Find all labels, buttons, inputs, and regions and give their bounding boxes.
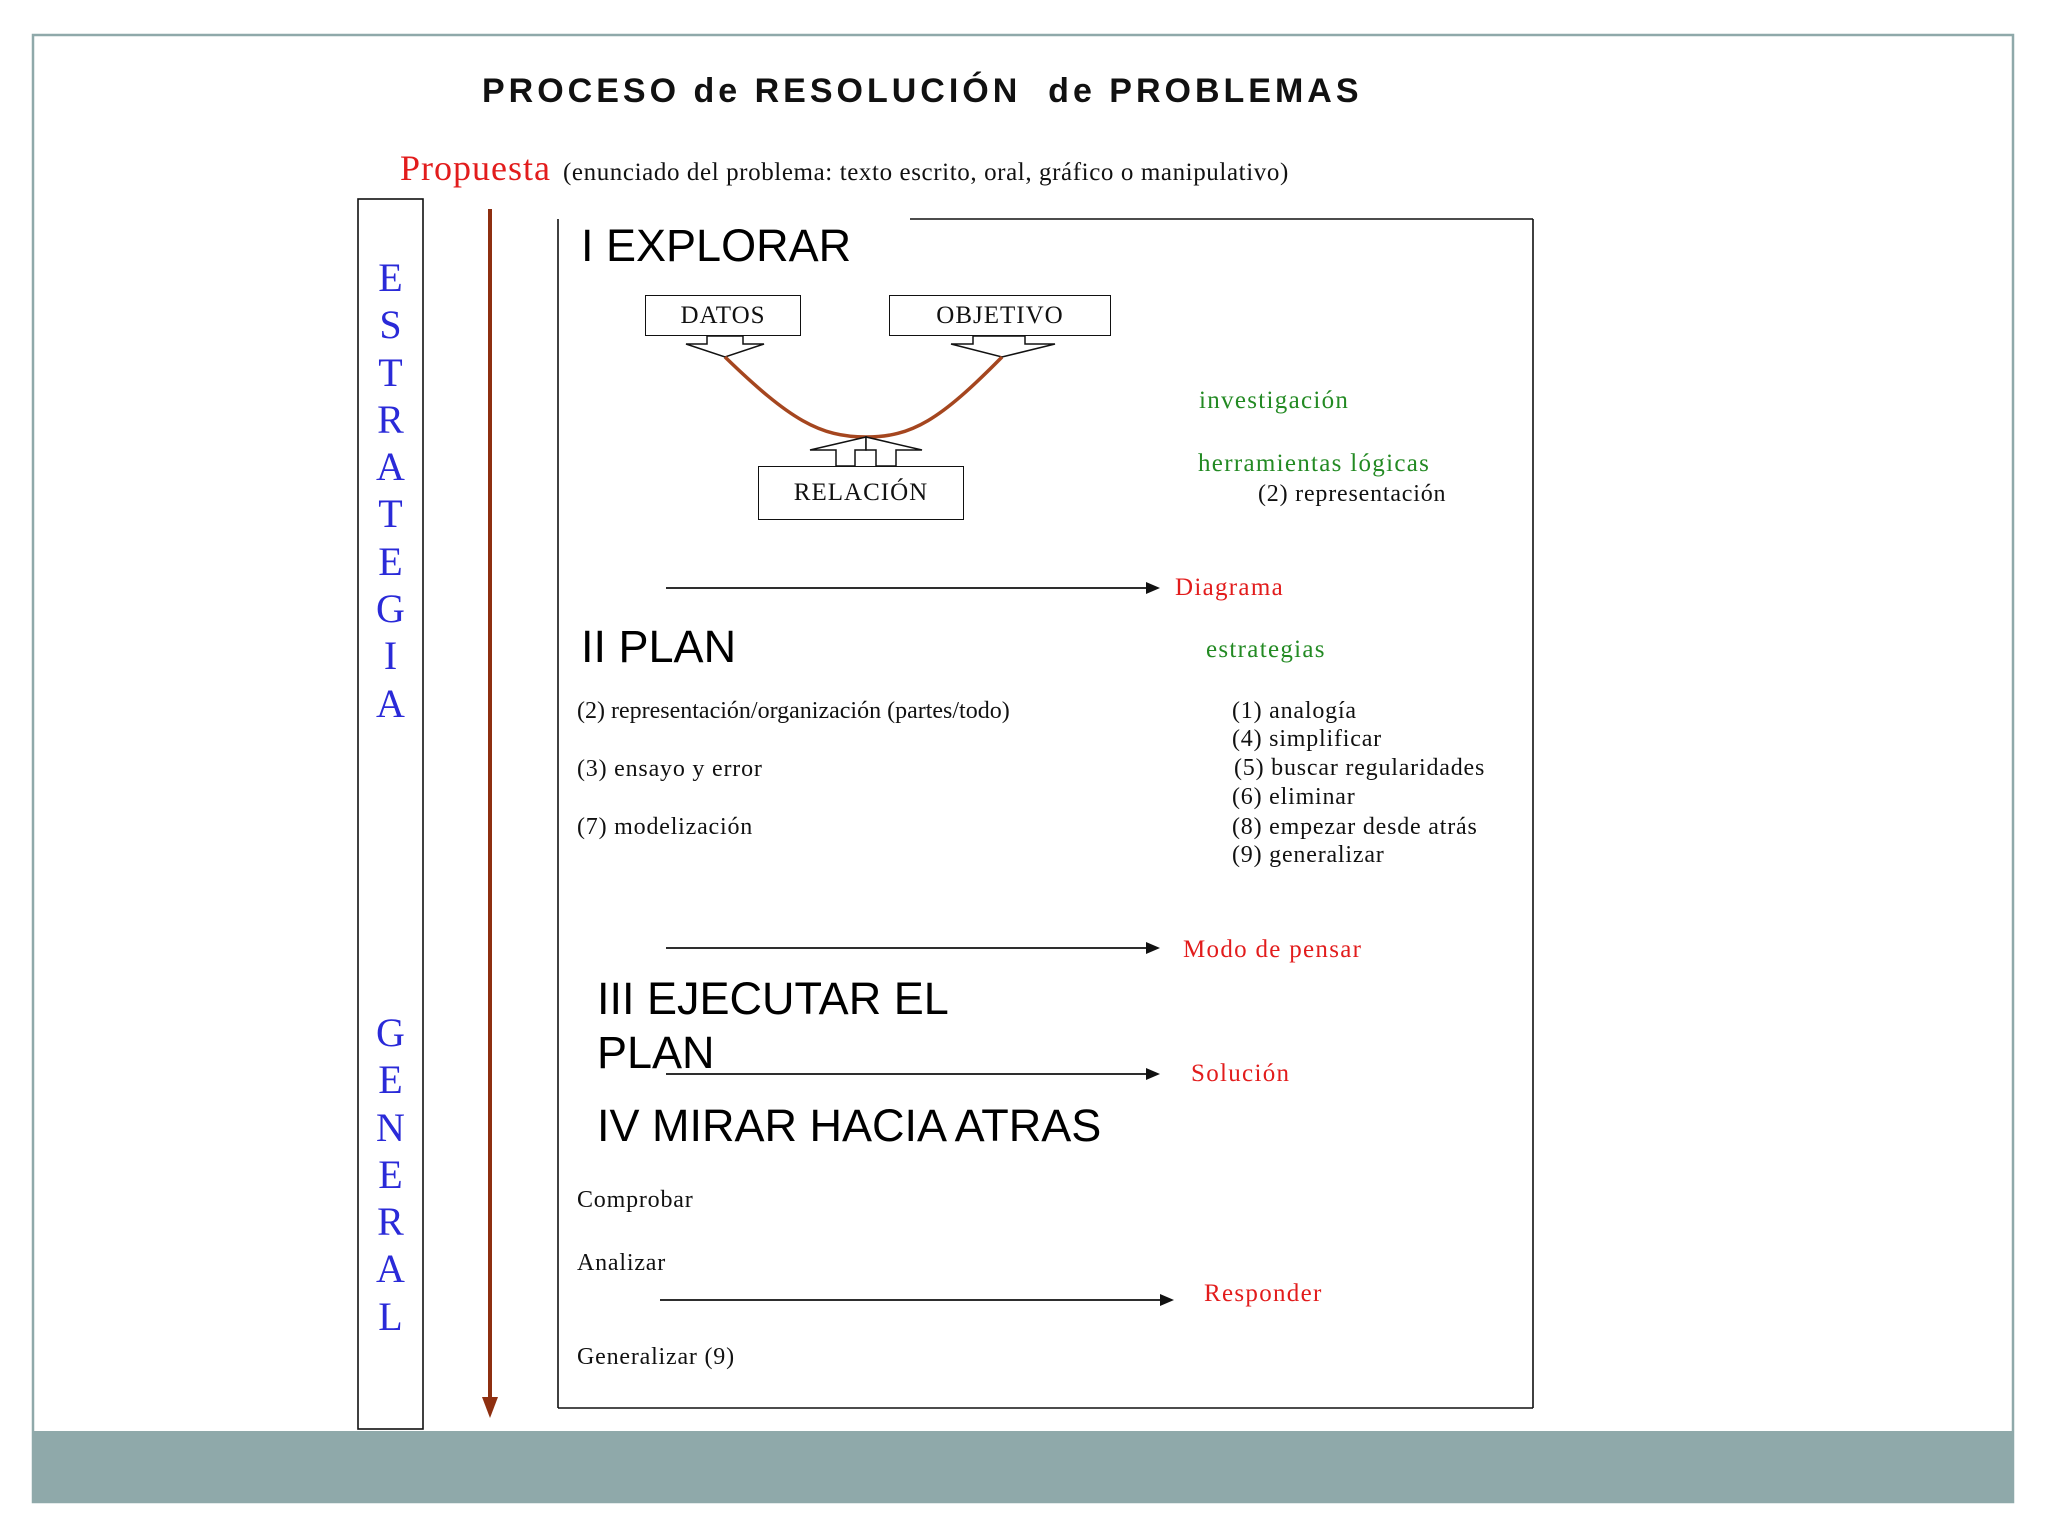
thinking-mode-arrow-head bbox=[1146, 942, 1160, 954]
respond-output: Responder bbox=[1204, 1280, 1323, 1307]
side-letter: R bbox=[377, 396, 404, 442]
relation-up-arrow-right bbox=[866, 437, 922, 466]
strategy-vertical-label bbox=[358, 254, 423, 727]
side-letter: T bbox=[378, 491, 403, 537]
data-box-label: DATOS bbox=[680, 301, 766, 329]
relation-box-label: RELACIÓN bbox=[793, 479, 929, 506]
relation-curve bbox=[725, 357, 1002, 437]
side-letter: T bbox=[378, 349, 403, 395]
side-letter: S bbox=[379, 302, 402, 348]
review-item: Comprobar bbox=[577, 1187, 694, 1213]
side-letter: A bbox=[376, 680, 405, 726]
diagram-output: Diagrama bbox=[1175, 574, 1284, 601]
review-heading: IV MIRAR HACIA ATRAS bbox=[597, 1100, 1102, 1151]
side-letter: N bbox=[376, 1104, 405, 1150]
side-letter: R bbox=[377, 1199, 404, 1245]
plan-heading: II PLAN bbox=[581, 621, 737, 672]
plan-left-item: (7) modelización bbox=[577, 814, 754, 840]
diagram-arrow-head bbox=[1146, 582, 1160, 594]
investigation-note: investigación bbox=[1199, 387, 1350, 414]
side-letter: E bbox=[378, 1057, 403, 1103]
strategy-item: (1) analogía bbox=[1232, 698, 1357, 724]
review-item: Analizar bbox=[577, 1250, 667, 1276]
logic-tools-note: herramientas lógicas bbox=[1198, 450, 1431, 477]
plan-left-item: (2) representación/organización (partes/todo) bbox=[577, 698, 1010, 724]
strategy-item: (9) generalizar bbox=[1232, 842, 1385, 868]
goal-box-label: OBJETIVO bbox=[936, 301, 1064, 329]
plan-left-item: (3) ensayo y error bbox=[577, 756, 763, 782]
representation-note: (2) representación bbox=[1258, 481, 1447, 507]
proposal-description: (enunciado del problema: texto escrito, oral, gráfico o manipulativo) bbox=[562, 159, 1289, 186]
data-down-arrow bbox=[686, 336, 764, 357]
side-letter: L bbox=[378, 1293, 403, 1339]
side-letter: E bbox=[378, 1151, 403, 1197]
relation-box bbox=[758, 466, 964, 520]
goal-down-arrow bbox=[951, 336, 1055, 357]
side-letter: I bbox=[383, 633, 398, 679]
proposal-line bbox=[400, 146, 1289, 198]
review-item: Generalizar (9) bbox=[577, 1344, 735, 1370]
process-flow-arrow-head bbox=[482, 1397, 498, 1418]
strategy-item: (5) buscar regularidades bbox=[1234, 755, 1486, 781]
side-letter: G bbox=[376, 1010, 405, 1055]
strategy-item: (4) simplificar bbox=[1232, 726, 1382, 752]
goal-box bbox=[889, 295, 1111, 336]
general-vertical-label bbox=[358, 1009, 423, 1340]
thinking-mode-output: Modo de pensar bbox=[1183, 936, 1363, 963]
execute-heading: III EJECUTAR EL PLAN bbox=[597, 973, 948, 1078]
relation-up-arrow-left bbox=[810, 437, 866, 466]
side-letter: A bbox=[376, 1246, 405, 1292]
side-letter: A bbox=[376, 444, 405, 490]
strategies-label: estrategias bbox=[1206, 636, 1326, 663]
side-letter: G bbox=[376, 586, 405, 632]
slide-border bbox=[33, 35, 2013, 1502]
proposal-label: Propuesta bbox=[400, 148, 551, 188]
solution-arrow-head bbox=[1146, 1068, 1160, 1080]
data-box bbox=[645, 295, 801, 336]
strategy-item: (8) empezar desde atrás bbox=[1232, 814, 1478, 840]
side-letter: E bbox=[378, 255, 403, 300]
respond-arrow-head bbox=[1160, 1294, 1174, 1306]
page-title: PROCESO de RESOLUCIÓN de PROBLEMAS bbox=[482, 72, 1363, 110]
explore-heading: I EXPLORAR bbox=[581, 220, 852, 271]
solution-output: Solución bbox=[1191, 1060, 1291, 1087]
strategy-item: (6) eliminar bbox=[1232, 784, 1356, 810]
slide-footer-band bbox=[33, 1431, 2013, 1502]
side-letter: E bbox=[378, 538, 403, 584]
